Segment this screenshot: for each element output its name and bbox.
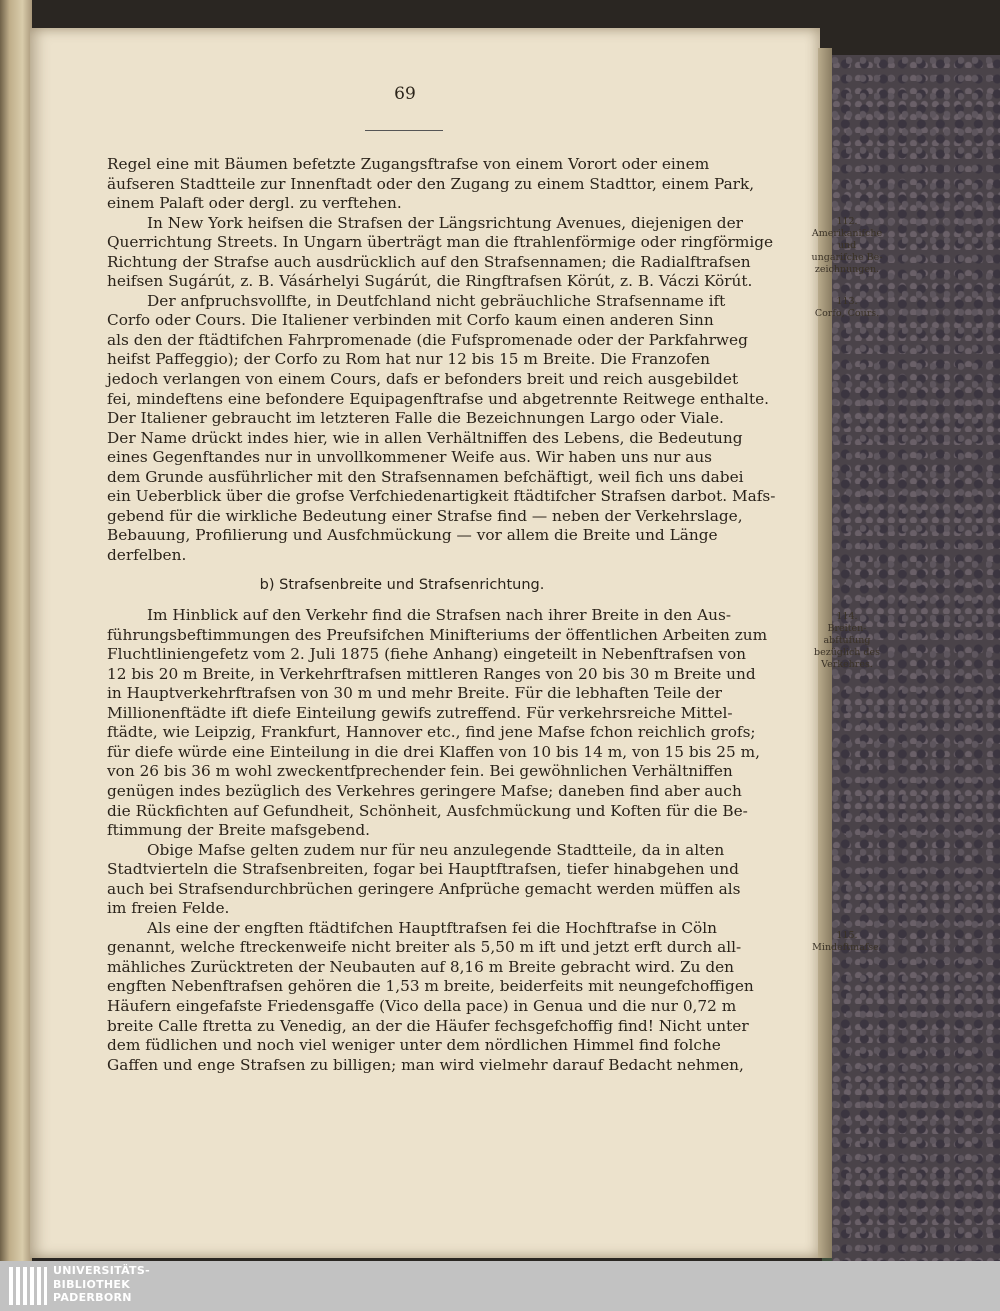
text-line: die Rückfichten auf Gefundheit, Schönheit, Ausfchmückung und Koften für die Be- <box>107 801 748 820</box>
text-line: In New York heifsen die Strafsen der Längsrichtung Avenues, diejenigen der <box>147 213 743 232</box>
text-line: mähliches Zurücktreten der Neubauten auf 8,16 m Breite gebracht wird. Zu den <box>107 957 735 976</box>
library-name-line: UNIVERSITÄTS- <box>53 1264 150 1277</box>
margin-note-line: Breiten- <box>827 623 867 634</box>
text-line: im freien Felde. <box>107 899 230 918</box>
text-line: heifsen Sugárút, z. B. Vásárhelyi Sugárút, die Ringftrafsen Körút, z. B. Váczi Körút. <box>107 272 753 291</box>
text-line: Millionenftädte ift diefe Einteilung gewifs zutreffend. Für verkehrsreiche Mittel- <box>107 703 733 722</box>
section-heading: b) Strafsenbreite und Strafsenrichtung. <box>259 577 545 594</box>
text-line: für diefe würde eine Einteilung in die drei Klaffen von 10 bis 14 m, von 15 bis 25 m, <box>107 742 760 761</box>
text-line: äufseren Stadtteile zur Innenftadt oder den Zugang zu einem Stadttor, einem Park, <box>107 174 755 193</box>
left-page-edge <box>0 0 32 1262</box>
margin-note-114 <box>807 611 887 671</box>
text-line: ftädte, wie Leipzig, Frankfurt, Hannover etc., find jene Mafse fchon reichlich grofs; <box>107 723 756 742</box>
text-line: Querrichtung Streets. In Ungarn überträgt man die ftrahlenförmige oder ringförmige <box>107 233 774 252</box>
text-line: Als eine der engften ftädtifchen Hauptftrafsen fei die Hochftrafse in Cöln <box>147 918 718 937</box>
margin-note-line: und <box>837 240 857 251</box>
text-line: genügen indes bezüglich des Verkehres geringere Mafse; daneben find aber auch <box>107 781 742 800</box>
text-line: jedoch verlangen von einem Cours, dafs er befonders breit und reich ausgebildet <box>107 370 739 389</box>
text-line: führungsbeftimmungen des Preufsifchen Minifteriums der öffentlichen Arbeiten zum <box>107 625 768 644</box>
text-line: Stadtvierteln die Strafsenbreiten, fogar bei Hauptftrafsen, tiefer hinabgehen und <box>107 860 739 879</box>
page-number-rule <box>365 130 443 131</box>
text-line: eines Gegenftandes nur in unvollkommener Weife aus. Wir haben uns nur aus <box>107 448 713 467</box>
margin-note-line: abftufung <box>823 635 871 646</box>
margin-note-line: 112. <box>836 216 858 227</box>
library-name-line: BIBLIOTHEK <box>53 1277 131 1291</box>
text-line: in Hauptverkehrftrafsen von 30 m und mehr Breite. Für die lebhaften Teile der <box>107 684 722 703</box>
margin-note-line: Mindeftmafse. <box>812 942 882 953</box>
text-line: Richtung der Strafse auch ausdrücklich auf den Strafsennamen; die Radialftrafsen <box>107 252 751 271</box>
text-line: Corfo oder Cours. Die Italiener verbinden mit Corfo kaum einen anderen Sinn <box>107 311 714 330</box>
margin-note-line: Verkehres. <box>821 659 873 670</box>
text-line: Regel eine mit Bäumen befetzte Zugangsftrafse von einem Vorort oder einem <box>107 155 710 173</box>
margin-note-line: zeichnungen. <box>814 264 880 275</box>
text-line: Im Hinblick auf den Verkehr find die Strafsen nach ihrer Breite in den Aus- <box>147 606 732 625</box>
text-line: 12 bis 20 m Breite, in Verkehrftrafsen mittleren Ranges von 20 bis 30 m Breite und <box>107 664 756 683</box>
margin-note-line: 114. <box>836 611 858 622</box>
text-line: Der Italiener gebraucht im letzteren Falle die Bezeichnungen Largo oder Viale. <box>107 409 724 428</box>
text-line: Der Name drückt indes hier, wie in allen Verhältniffen des Lebens, die Bedeutung <box>107 428 743 447</box>
text-line: genannt, welche ftreckenweife nicht breiter als 5,50 m ift und jetzt erft durch all- <box>107 938 742 957</box>
margin-note-line: 115. <box>836 930 858 941</box>
text-line: engften Nebenftrafsen gehören die 1,53 m breite, beiderfeits mit neungefchoffigen <box>107 977 754 996</box>
page-number: 69 <box>394 84 416 104</box>
margin-note-line: bezüglich des <box>813 647 881 658</box>
text-line: einem Palaft oder dergl. zu verftehen. <box>107 194 402 213</box>
text-line: Der anfpruchsvollfte, in Deutfchland nicht gebräuchliche Strafsenname ift <box>147 291 726 310</box>
text-line: ein Ueberblick über die grofse Verfchiedenartigkeit ftädtifcher Strafsen darbot. Mafs- <box>107 487 776 506</box>
library-name-line: PADERBORN <box>53 1291 132 1304</box>
text-line: auch bei Strafsendurchbrüchen geringere Anfprüche gemacht werden müffen als <box>107 879 741 898</box>
library-logo-icon <box>8 1265 48 1307</box>
margin-note-113 <box>807 296 887 320</box>
text-line: Obige Mafse gelten zudem nur für neu anzulegende Stadtteile, da in alten <box>147 840 725 859</box>
top-paragraphs <box>107 155 776 565</box>
text-line: von 26 bis 36 m wohl zweckentfprechender fein. Bei gewöhnlichen Verhältniffen <box>107 762 733 781</box>
text-line: breite Calle ftretta zu Venedig, an der die Häufer fechsgefchoffig find! Nicht unter <box>107 1016 749 1035</box>
margin-note-line: Amerikanifche <box>811 228 883 239</box>
text-line: Gaffen und enge Strafsen zu billigen; man wird vielmehr darauf Bedacht nehmen, <box>107 1055 744 1074</box>
text-line: Bebauung, Profilierung und Ausfchmückung — vor allem die Breite und Länge <box>107 526 718 545</box>
text-line: als den der ftädtifchen Fahrpromenade (die Fufspromenade oder der Parkfahrweg <box>107 330 748 349</box>
text-line: fei, mindeftens eine befondere Equipagenftrafse und abgetrennte Reitwege enthalte. <box>107 389 770 408</box>
text-line: Fluchtliniengefetz vom 2. Juli 1875 (fiehe Anhang) eingeteilt in Nebenftrafsen von <box>107 645 747 664</box>
text-line: dem füdlichen und noch viel weniger unter dem nördlichen Himmel find folche <box>107 1036 721 1055</box>
text-line: Häufern eingefafste Friedensgaffe (Vico della pace) in Genua und die nur 0,72 m <box>107 996 737 1015</box>
bottom-paragraphs <box>107 606 768 1075</box>
text-line: ftimmung der Breite mafsgebend. <box>107 821 370 840</box>
margin-note-line: ungarifche Be- <box>811 252 883 263</box>
text-line: heifst Paffeggio); der Corfo zu Rom hat nur 12 bis 15 m Breite. Die Franzofen <box>107 350 710 369</box>
library-footer <box>0 1261 1000 1311</box>
margin-note-115 <box>807 930 887 954</box>
text-line: dem Grunde ausführlicher mit den Strafsennamen befchäftigt, weil fich uns dabei <box>107 467 744 486</box>
body-text <box>107 155 883 1075</box>
library-name <box>53 1264 150 1305</box>
margin-note-line: 113. <box>836 296 858 307</box>
text-line: derfelben. <box>107 545 187 564</box>
margin-note-112 <box>807 216 887 276</box>
margin-note-line: Corfo, Cours. <box>814 308 880 319</box>
text-line: gebend für die wirkliche Bedeutung einer Strafse find — neben der Verkehrslage, <box>107 506 743 525</box>
